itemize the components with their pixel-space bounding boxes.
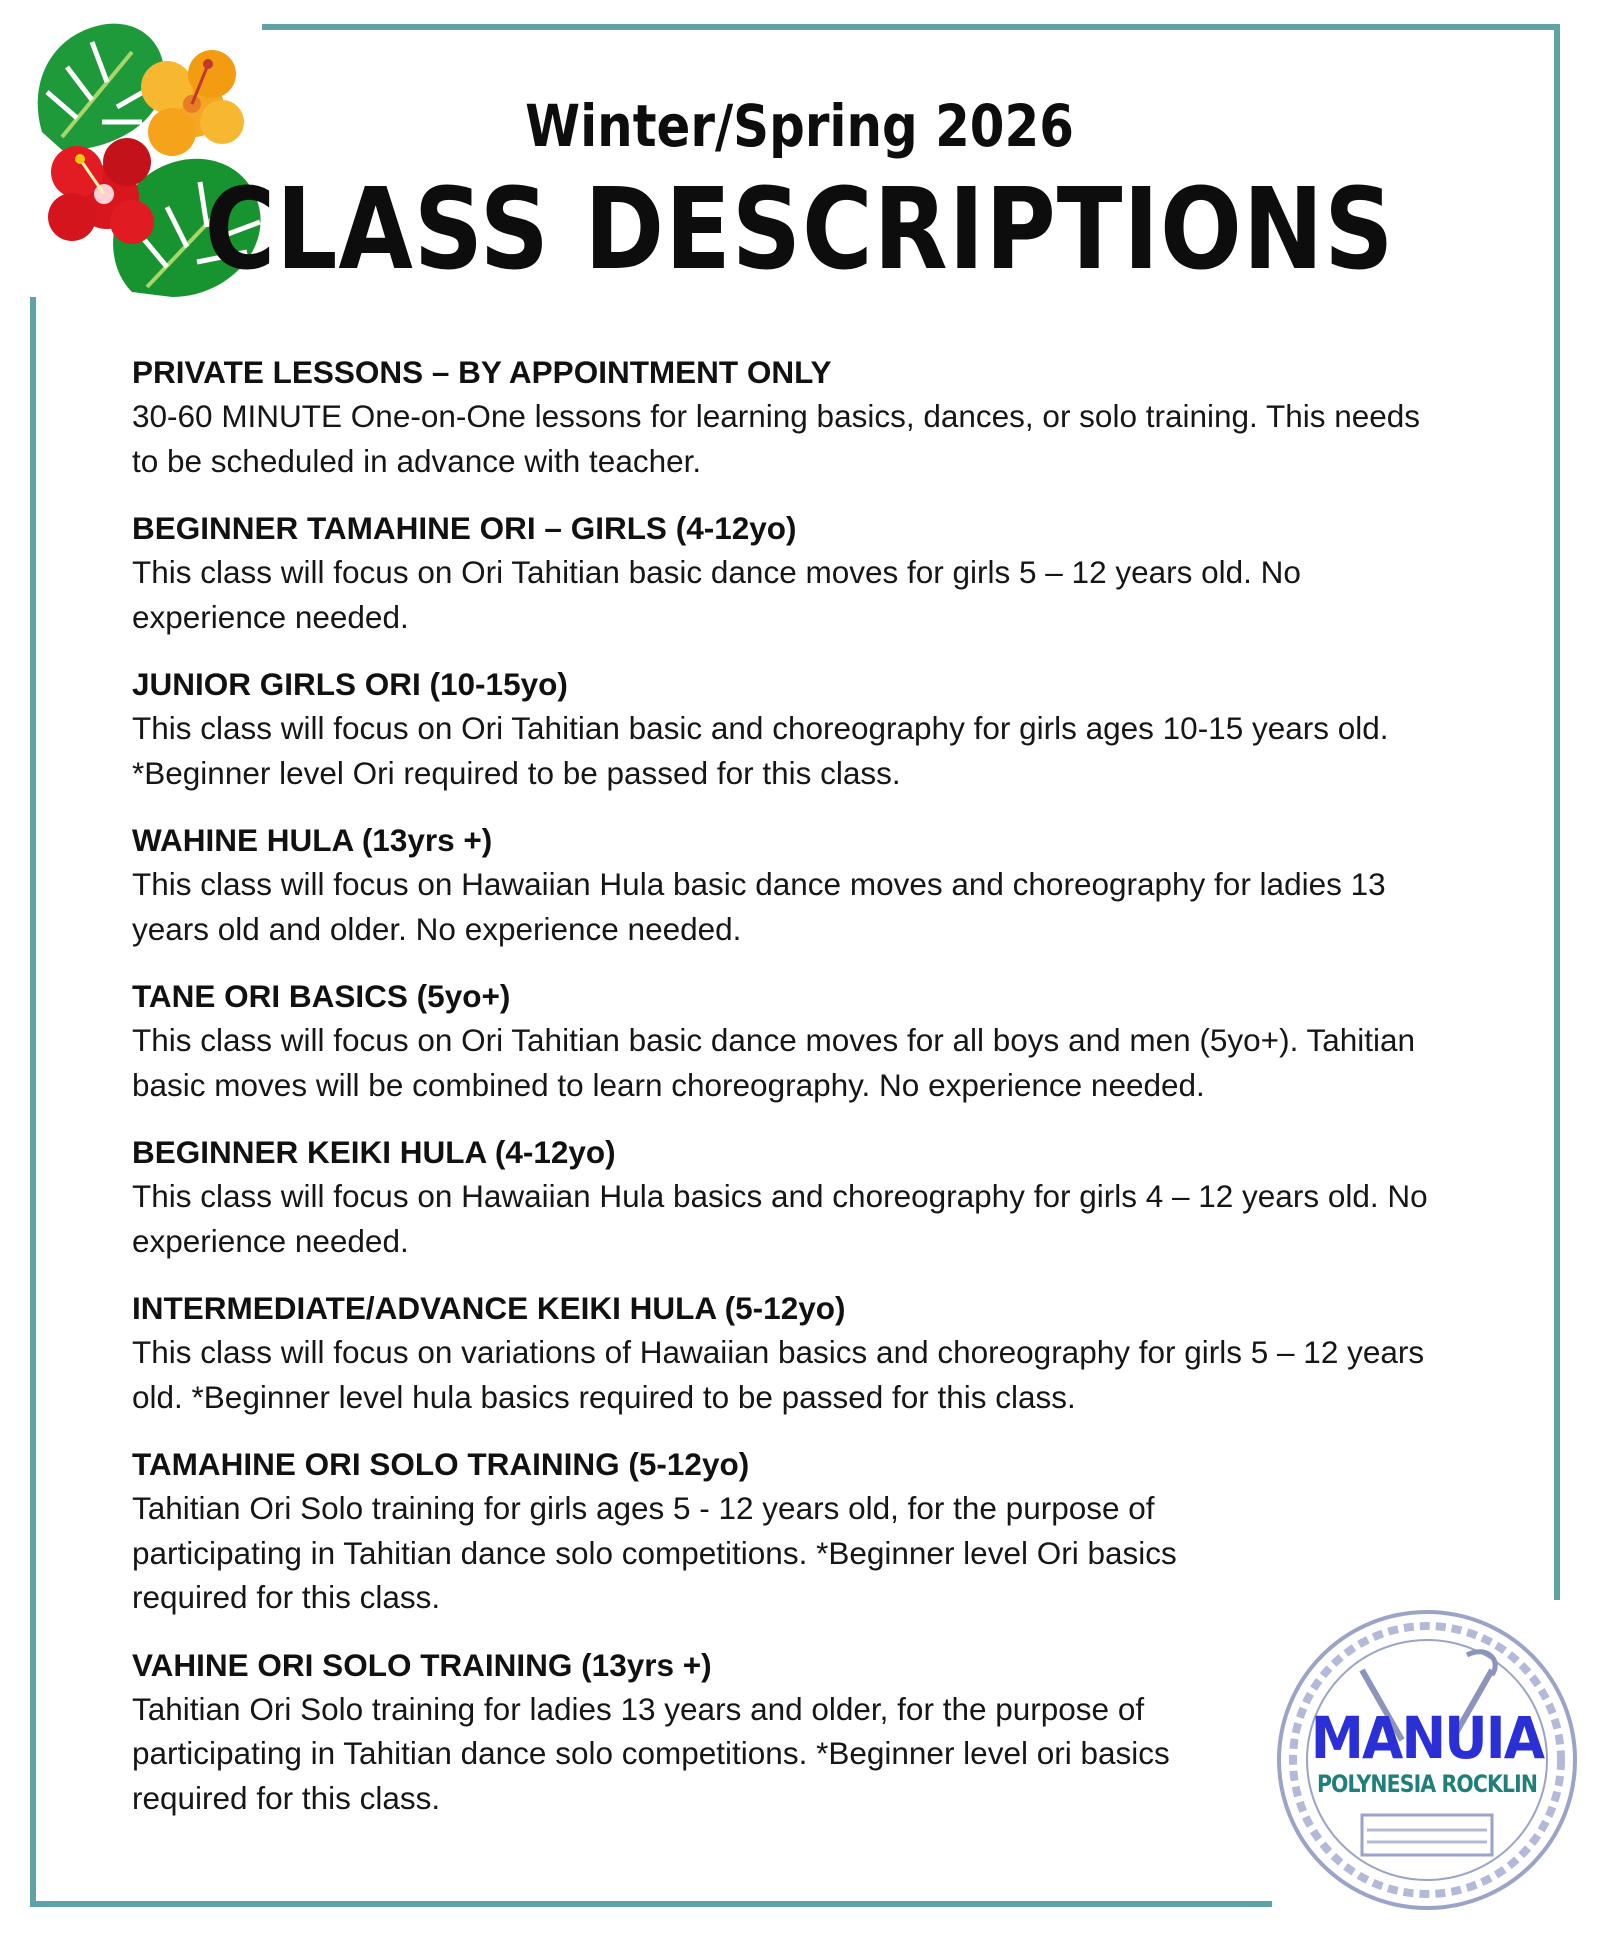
class-entry-vahine-ori-solo	[132, 1643, 1442, 1821]
page-subtitle: Winter/Spring 2026	[525, 92, 1074, 160]
logo-text-polynesia-rocklin: POLYNESIA ROCKLIN	[1316, 1770, 1538, 1798]
class-entry-tamahine-ori-solo	[132, 1442, 1442, 1620]
class-list	[132, 350, 1442, 1843]
class-title: PRIVATE LESSONS – BY APPOINTMENT ONLY	[132, 354, 832, 390]
class-entry-tane-ori-basics	[132, 974, 1442, 1107]
class-title: BEGINNER KEIKI HULA (4-12yo)	[132, 1134, 616, 1170]
class-title: TAMAHINE ORI SOLO TRAINING (5-12yo)	[132, 1446, 750, 1482]
class-description: This class will focus on Hawaiian Hula basic dance moves and choreography for ladies 13 years old and older. No experience needed.	[132, 866, 1386, 947]
class-title: INTERMEDIATE/ADVANCE KEIKI HULA (5-12yo)	[132, 1290, 846, 1326]
page-title: CLASS DESCRIPTIONS	[204, 165, 1395, 295]
class-description: This class will focus on Ori Tahitian basic dance moves for girls 5 – 12 years old. No experience needed.	[132, 554, 1301, 635]
class-title: TANE ORI BASICS (5yo+)	[132, 978, 511, 1014]
class-description: This class will focus on Ori Tahitian basic dance moves for all boys and men (5yo+). Tahitian basic moves will be combined to learn choreography. No experience needed.	[132, 1022, 1416, 1103]
class-entry-wahine-hula	[132, 818, 1442, 951]
class-entry-beginner-keiki-hula	[132, 1130, 1442, 1263]
class-title: WAHINE HULA (13yrs +)	[132, 822, 493, 858]
class-description: 30-60 MINUTE One-on-One lessons for learning basics, dances, or solo training. This needs to be scheduled in advance with teacher.	[132, 398, 1421, 479]
class-entry-beginner-tamahine-ori	[132, 506, 1442, 639]
class-title: VAHINE ORI SOLO TRAINING (13yrs +)	[132, 1646, 712, 1683]
class-entry-intermediate-advance-keiki-hula	[132, 1286, 1442, 1419]
class-description: This class will focus on Hawaiian Hula basics and choreography for girls 4 – 12 years old. No experience needed.	[132, 1178, 1428, 1259]
class-title: JUNIOR GIRLS ORI (10-15yo)	[132, 666, 568, 702]
class-description: This class will focus on Ori Tahitian basic and choreography for girls ages 10-15 years old. *Beginner level Ori required to be passed for this class.	[132, 710, 1389, 791]
class-description: Tahitian Ori Solo training for ladies 13 years and older, for the purpose of participating in Tahitian dance solo competitions. *Beginner level ori basics required for this class.	[132, 1690, 1170, 1816]
class-title: BEGINNER TAMAHINE ORI – GIRLS (4-12yo)	[132, 510, 797, 546]
class-entry-junior-girls-ori	[132, 662, 1442, 795]
logo-text-manuia: MANUIA	[1310, 1704, 1544, 1772]
manuia-logo-icon	[1272, 1600, 1582, 1930]
class-description: Tahitian Ori Solo training for girls ages 5 - 12 years old, for the purpose of participating in Tahitian dance solo competitions. *Beginner level Ori basics required for this class.	[132, 1490, 1177, 1615]
class-description: This class will focus on variations of Hawaiian basics and choreography for girls 5 – 12 years old. *Beginner level hula basics required to be passed for this class.	[132, 1334, 1425, 1415]
class-entry-private-lessons	[132, 350, 1442, 483]
